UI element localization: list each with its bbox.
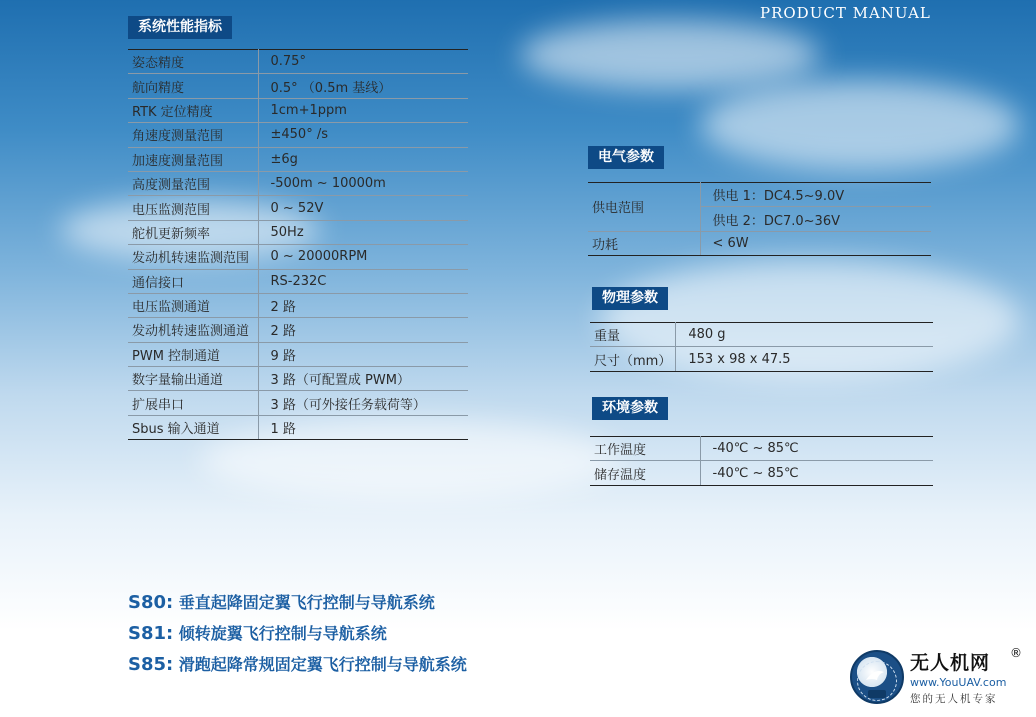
row-label: 数字量输出通道 bbox=[128, 367, 258, 391]
row-value: 153 x 98 x 47.5 bbox=[676, 347, 933, 371]
row-label: 重量 bbox=[590, 323, 676, 347]
table-row bbox=[128, 171, 468, 195]
row-label: 电压监测通道 bbox=[128, 293, 258, 317]
row-value: 0 ~ 20000RPM bbox=[258, 245, 468, 269]
table-row bbox=[128, 293, 468, 317]
row-label: 舵机更新频率 bbox=[128, 220, 258, 244]
section-tag-electrical: 电气参数 bbox=[588, 146, 664, 169]
row-label: 加速度测量范围 bbox=[128, 147, 258, 171]
row-value: 3 路（可配置成 PWM） bbox=[258, 367, 468, 391]
row-label: 通信接口 bbox=[128, 269, 258, 293]
table-row bbox=[590, 323, 933, 347]
page-header-title: PRODUCT MANUAL bbox=[760, 4, 931, 22]
product-code: S80: bbox=[128, 592, 174, 613]
row-value: 480 g bbox=[676, 323, 933, 347]
row-value: 50Hz bbox=[258, 220, 468, 244]
brand-logo bbox=[850, 646, 1030, 712]
row-value: -500m ~ 10000m bbox=[258, 171, 468, 195]
row-value: 2 路 bbox=[258, 293, 468, 317]
row-value: 2 路 bbox=[258, 318, 468, 342]
table-row bbox=[128, 415, 468, 439]
row-label: RTK 定位精度 bbox=[128, 98, 258, 122]
row-value: 0 ~ 52V bbox=[258, 196, 468, 220]
brand-url: www.YouUAV.com bbox=[910, 676, 1007, 689]
row-label: 工作温度 bbox=[590, 437, 700, 461]
table-row bbox=[128, 123, 468, 147]
bird-icon bbox=[850, 650, 904, 704]
power-label: 功耗 bbox=[588, 231, 700, 255]
table-row bbox=[128, 367, 468, 391]
table-row bbox=[128, 98, 468, 122]
environment-table bbox=[590, 436, 933, 486]
registered-mark: ® bbox=[1010, 646, 1022, 660]
electrical-table bbox=[588, 182, 931, 256]
row-value: 1cm+1ppm bbox=[258, 98, 468, 122]
physical-table bbox=[590, 322, 933, 372]
supply-value-2: 供电 2：DC7.0~36V bbox=[700, 207, 931, 231]
table-row bbox=[128, 342, 468, 366]
table-row bbox=[128, 196, 468, 220]
row-label: 发动机转速监测通道 bbox=[128, 318, 258, 342]
product-item bbox=[128, 587, 467, 618]
row-label: 角速度测量范围 bbox=[128, 123, 258, 147]
row-value: 0.5° （0.5m 基线） bbox=[258, 74, 468, 98]
product-desc: 垂直起降固定翼飞行控制与导航系统 bbox=[178, 593, 435, 612]
product-code: S85: bbox=[128, 654, 174, 675]
row-label: 发动机转速监测范围 bbox=[128, 245, 258, 269]
row-value: ±450° /s bbox=[258, 123, 468, 147]
table-row bbox=[128, 220, 468, 244]
table-row bbox=[128, 147, 468, 171]
row-value: 1 路 bbox=[258, 415, 468, 439]
section-tag-physical: 物理参数 bbox=[592, 287, 668, 310]
table-row bbox=[590, 461, 933, 485]
cloud-decoration bbox=[520, 20, 820, 90]
row-label: 储存温度 bbox=[590, 461, 700, 485]
globe-emblem-icon bbox=[850, 650, 904, 704]
product-code: S81: bbox=[128, 623, 174, 644]
row-label: 电压监测范围 bbox=[128, 196, 258, 220]
table-row bbox=[128, 245, 468, 269]
row-label: PWM 控制通道 bbox=[128, 342, 258, 366]
section-tag-system-performance: 系统性能指标 bbox=[128, 16, 232, 39]
row-label: 航向精度 bbox=[128, 74, 258, 98]
brand-slogan: 您的无人机专家 bbox=[910, 693, 998, 705]
row-label: 扩展串口 bbox=[128, 391, 258, 415]
table-row bbox=[128, 391, 468, 415]
section-tag-environment: 环境参数 bbox=[592, 397, 668, 420]
table-row bbox=[588, 231, 931, 255]
cloud-decoration bbox=[700, 80, 1020, 170]
power-value: < 6W bbox=[700, 231, 931, 255]
product-list bbox=[128, 587, 467, 680]
product-item bbox=[128, 618, 467, 649]
table-row bbox=[590, 347, 933, 371]
row-value: ±6g bbox=[258, 147, 468, 171]
product-item bbox=[128, 649, 467, 680]
row-value: 3 路（可外接任务载荷等） bbox=[258, 391, 468, 415]
row-label: Sbus 输入通道 bbox=[128, 415, 258, 439]
table-row bbox=[128, 269, 468, 293]
table-row bbox=[588, 183, 931, 207]
system-performance-table bbox=[128, 49, 468, 440]
row-value: -40℃ ~ 85℃ bbox=[700, 437, 933, 461]
row-label: 尺寸（mm） bbox=[590, 347, 676, 371]
table-row bbox=[128, 74, 468, 98]
row-value: 9 路 bbox=[258, 342, 468, 366]
row-label: 高度测量范围 bbox=[128, 171, 258, 195]
row-value: RS-232C bbox=[258, 269, 468, 293]
table-row bbox=[128, 318, 468, 342]
product-desc: 滑跑起降常规固定翼飞行控制与导航系统 bbox=[178, 655, 467, 674]
row-value: -40℃ ~ 85℃ bbox=[700, 461, 933, 485]
product-desc: 倾转旋翼飞行控制与导航系统 bbox=[178, 624, 387, 643]
table-row bbox=[128, 50, 468, 74]
table-row bbox=[590, 437, 933, 461]
row-label: 姿态精度 bbox=[128, 50, 258, 74]
row-value: 0.75° bbox=[258, 50, 468, 74]
brand-name: 无人机网 bbox=[910, 652, 991, 674]
supply-label: 供电范围 bbox=[588, 183, 700, 232]
supply-value-1: 供电 1：DC4.5~9.0V bbox=[700, 183, 931, 207]
